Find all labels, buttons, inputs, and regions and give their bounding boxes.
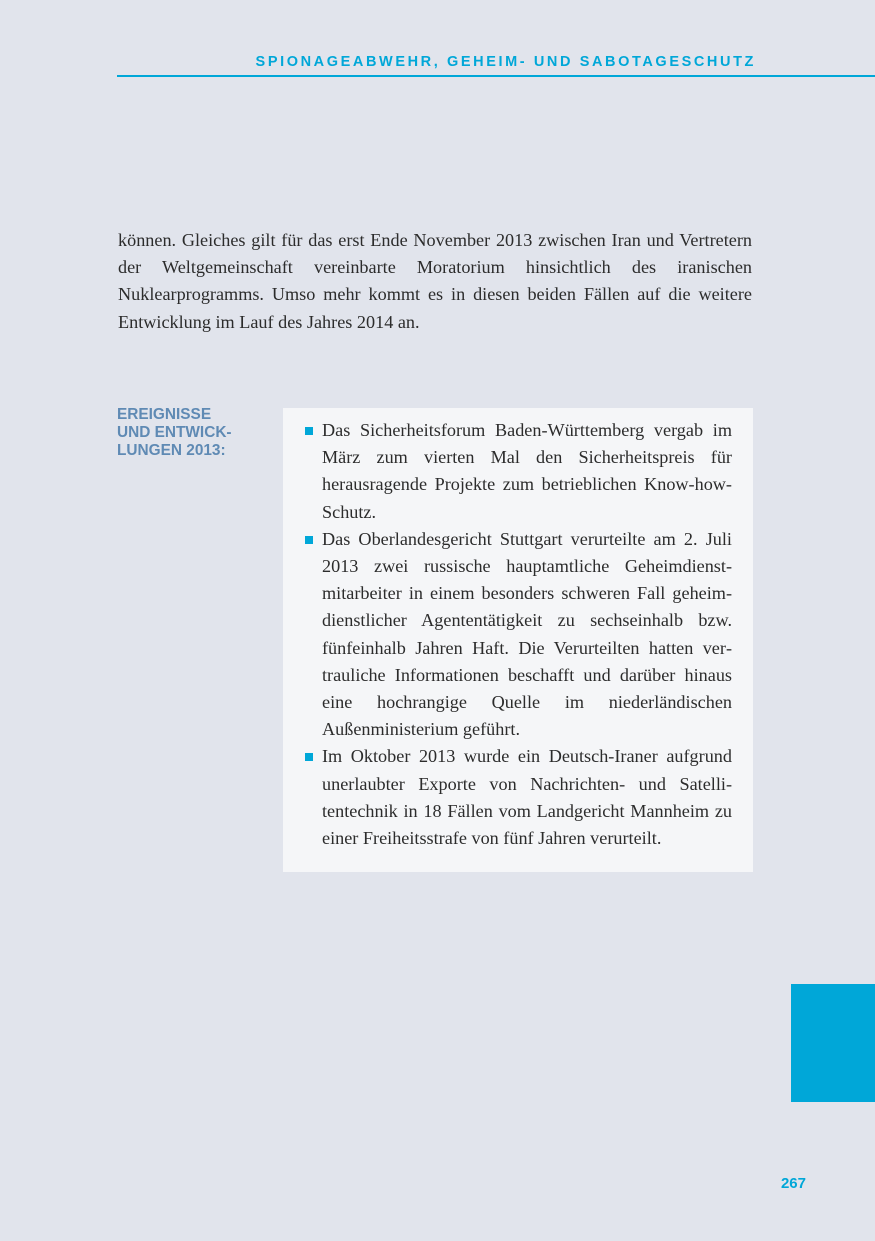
bullet-square-icon xyxy=(305,753,313,761)
bullet-square-icon xyxy=(305,536,313,544)
list-item xyxy=(305,743,732,852)
list-item-text: Im Oktober 2013 wurde ein Deutsch-Iraner aufgrund unerlaubter Exporte von Nachrichten- und Satellitentechnik in 18 Fällen vom Landgericht Mannheim zu einer Freiheitsstrafe von fünf Jahren verurteilt. xyxy=(322,746,732,849)
intro-paragraph: können. Gleiches gilt für das erst Ende November 2013 zwischen Iran und Vertretern der Weltgemeinschaft vereinbarte Moratorium hinsichtlich des iranischen Nuklearprogramms. Umso mehr kommt es in diesen beiden Fällen auf die weitere Entwicklung im Lauf des Jahres 2014 an. xyxy=(118,230,752,332)
chapter-thumb-tab xyxy=(791,984,875,1102)
events-list xyxy=(305,417,732,852)
list-item xyxy=(305,417,732,526)
page-number: 267 xyxy=(780,1175,806,1192)
events-box xyxy=(283,408,753,872)
list-item xyxy=(305,526,732,744)
header-rule xyxy=(117,75,875,77)
bullet-square-icon xyxy=(305,427,313,435)
running-header: SPIONAGEABWEHR, GEHEIM- UND SABOTAGESCHUTZ xyxy=(255,54,756,70)
list-item-text: Das Sicherheitsforum Baden-Württemberg vergab im März zum vierten Mal den Sicherheitspreis für herausragende Projekte zum betrieblichen Know-how-Schutz. xyxy=(322,420,732,522)
events-side-heading: EREIGNISSE UND ENTWICK- LUNGEN 2013: xyxy=(117,406,232,459)
list-item-text: Das Oberlandesgericht Stuttgart verurteilte am 2. Juli 2013 zwei russische hauptamtliche Geheimdienstmitarbeiter in einem besonders schweren Fall geheimdienstlicher Agententätigkeit zu sechseinhalb bzw. fünfeinhalb Jahren Haft. Die Verurteilten hatten vertrauliche Informationen beschafft und darüber hinaus eine hochrangige Quelle im niederländischen Außenministerium geführt. xyxy=(322,528,732,740)
